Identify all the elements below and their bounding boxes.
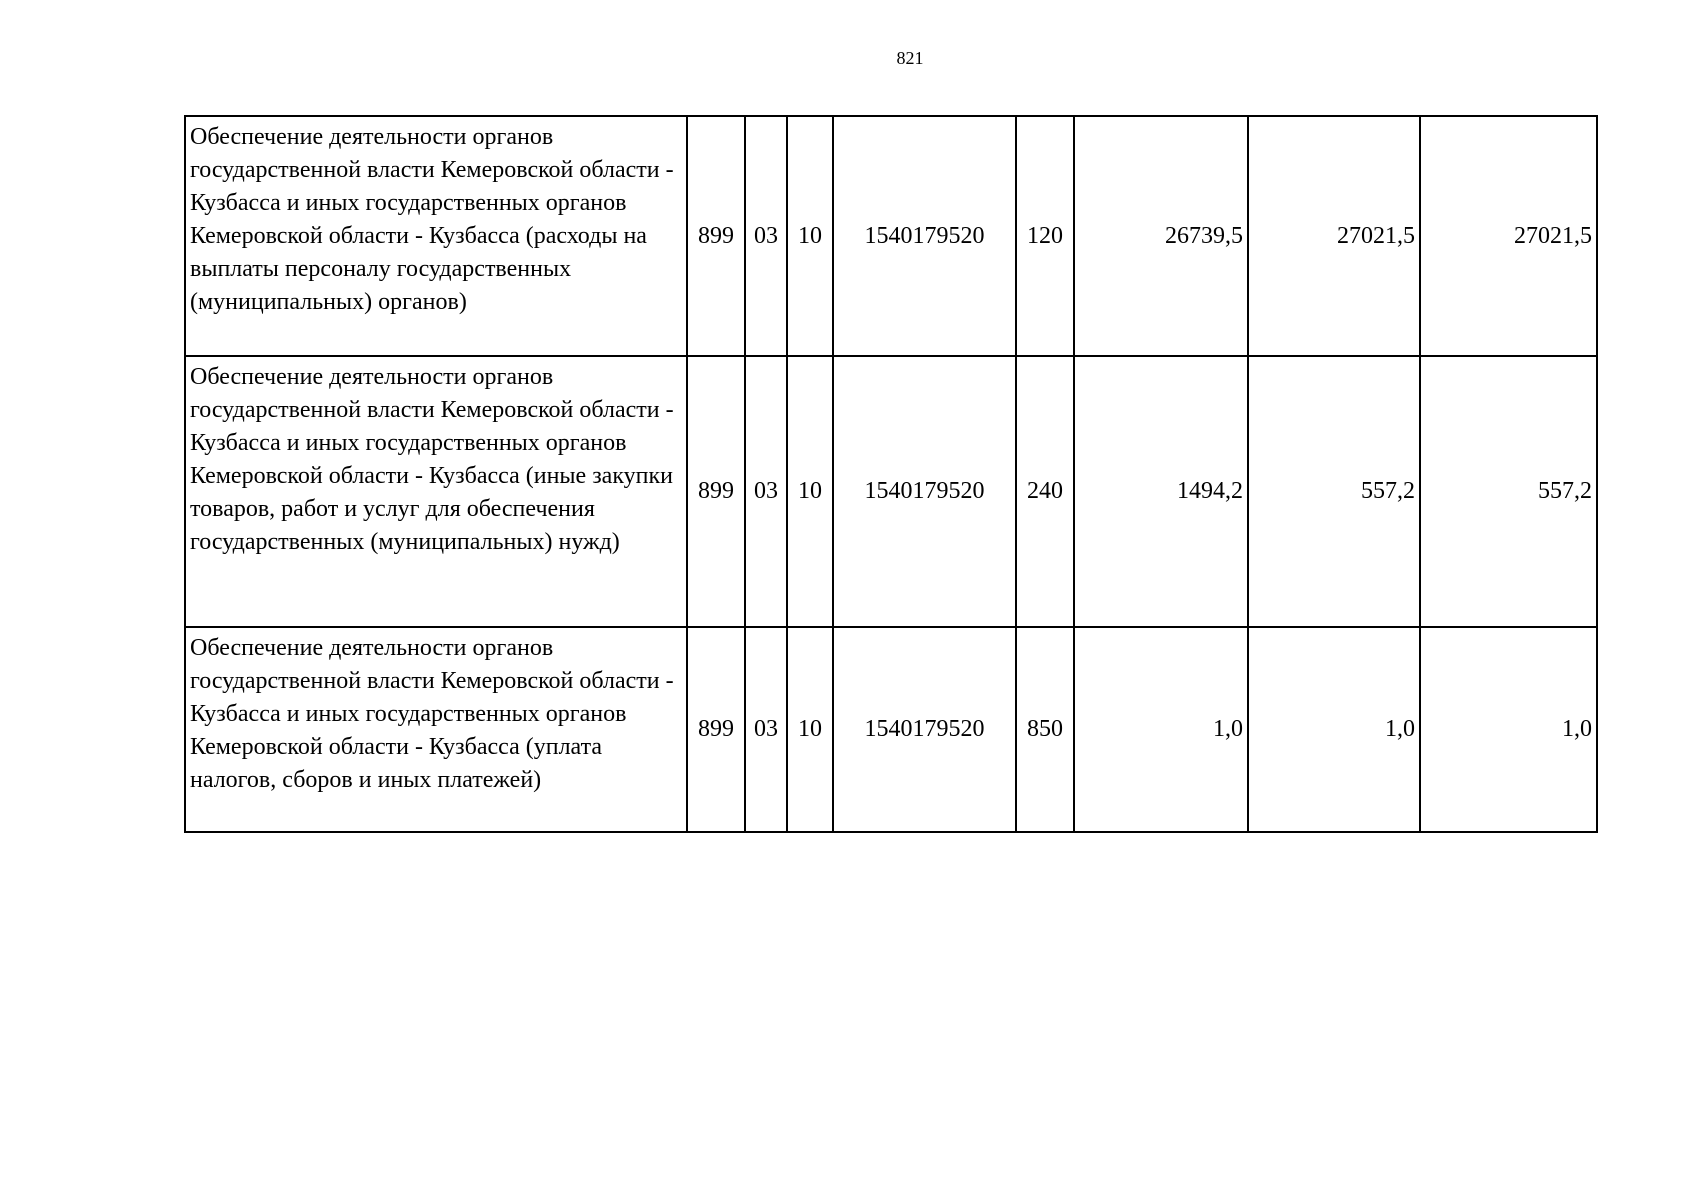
amount-2: 557,2 xyxy=(1248,356,1420,627)
amount-1: 26739,5 xyxy=(1074,116,1248,356)
section-code: 03 xyxy=(745,356,787,627)
section-code: 03 xyxy=(745,627,787,832)
page-number: 821 xyxy=(896,48,924,68)
row-description: Обеспечение деятельности органов государственной власти Кемеровской области - Кузбасса и иных государственных органов Кемеровской области - Кузбасса (расходы на выплаты персоналу государственных (муниципальных) органов) xyxy=(185,116,687,356)
ministry-code: 899 xyxy=(687,627,745,832)
amount-3: 1,0 xyxy=(1420,627,1597,832)
row-description: Обеспечение деятельности органов государственной власти Кемеровской области - Кузбасса и иных государственных органов Кемеровской области - Кузбасса (иные закупки товаров, работ и услуг для обеспечения государственных (муниципальных) нужд) xyxy=(185,356,687,627)
table-row xyxy=(185,356,1597,627)
amount-3: 557,2 xyxy=(1420,356,1597,627)
amount-3: 27021,5 xyxy=(1420,116,1597,356)
expense-type-code: 850 xyxy=(1016,627,1074,832)
ministry-code: 899 xyxy=(687,356,745,627)
row-description: Обеспечение деятельности органов государственной власти Кемеровской области - Кузбасса и иных государственных органов Кемеровской области - Кузбасса (уплата налогов, сборов и иных платежей) xyxy=(185,627,687,832)
table-row xyxy=(185,116,1597,356)
expense-type-code: 120 xyxy=(1016,116,1074,356)
subsection-code: 10 xyxy=(787,116,833,356)
target-article-code: 1540179520 xyxy=(833,627,1016,832)
amount-2: 27021,5 xyxy=(1248,116,1420,356)
expense-type-code: 240 xyxy=(1016,356,1074,627)
amount-2: 1,0 xyxy=(1248,627,1420,832)
budget-table xyxy=(184,115,1598,833)
amount-1: 1,0 xyxy=(1074,627,1248,832)
table-row xyxy=(185,627,1597,832)
subsection-code: 10 xyxy=(787,356,833,627)
amount-1: 1494,2 xyxy=(1074,356,1248,627)
ministry-code: 899 xyxy=(687,116,745,356)
subsection-code: 10 xyxy=(787,627,833,832)
section-code: 03 xyxy=(745,116,787,356)
target-article-code: 1540179520 xyxy=(833,116,1016,356)
target-article-code: 1540179520 xyxy=(833,356,1016,627)
